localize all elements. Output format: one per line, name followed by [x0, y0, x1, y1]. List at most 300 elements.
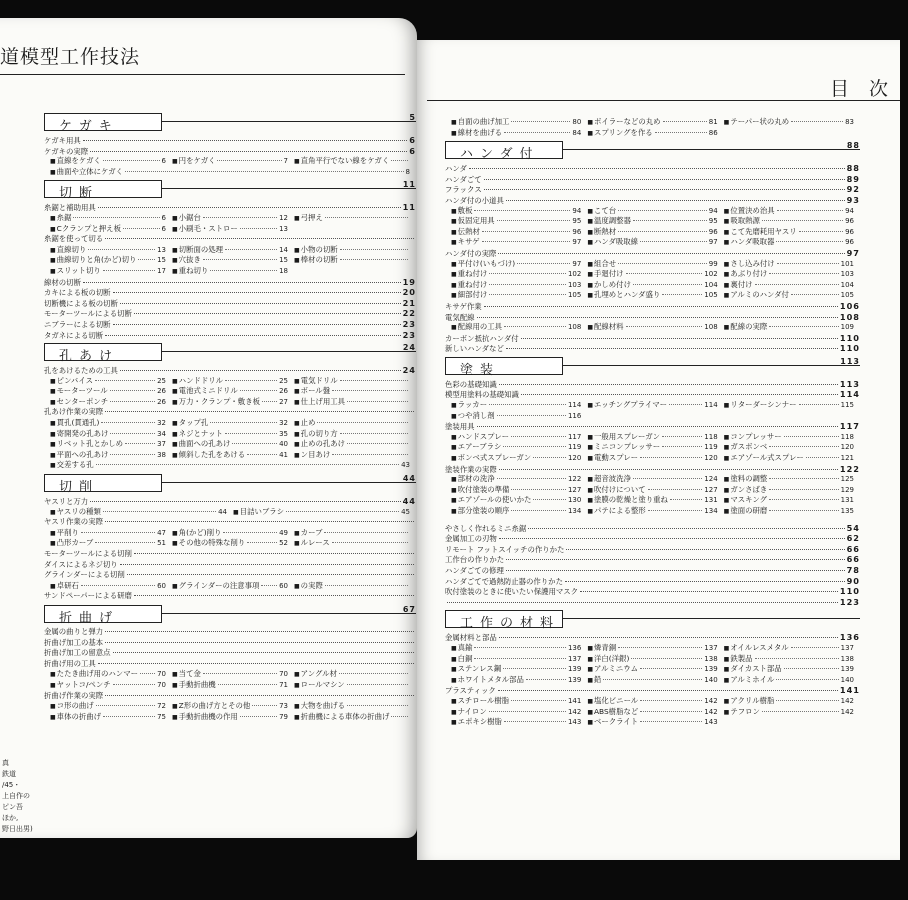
section-title: 切削 [59, 480, 100, 496]
toc-subentry-title: 一般用スプレーガン [594, 431, 661, 441]
section-title: ハンダ付 [460, 147, 540, 163]
toc-subentry [724, 227, 860, 238]
toc-subentry-row [44, 460, 416, 471]
bullet-icon: ■ [50, 377, 56, 385]
toc-subentry-row [445, 506, 860, 517]
toc-subentry-page: 75 [157, 712, 166, 721]
bullet-icon: ■ [723, 239, 730, 247]
dot-leader [347, 443, 408, 444]
bullet-icon: ■ [172, 398, 178, 406]
toc-subentry-page: 32 [157, 419, 166, 428]
dot-leader [503, 668, 566, 669]
dot-leader [203, 259, 277, 260]
toc-entry-title: ハンダごての修理 [445, 565, 504, 575]
toc-entry-page: 62 [846, 533, 860, 544]
toc-subentry-title: ホワイトメタル部品 [457, 674, 524, 684]
dot-leader [447, 602, 838, 603]
header-rule [0, 74, 405, 75]
toc-subentry [50, 376, 172, 387]
toc-entry-title: 金属加工の刃物 [445, 534, 497, 544]
toc-subentry [587, 654, 723, 665]
toc-subentry-page: 124 [704, 475, 718, 484]
bullet-icon: ■ [587, 260, 593, 268]
bullet-icon: ■ [172, 671, 178, 679]
dot-leader [533, 499, 566, 500]
dot-leader [225, 433, 277, 434]
bullet-icon: ■ [172, 529, 178, 537]
bullet-icon: ■ [294, 158, 300, 166]
toc-subentry [50, 538, 172, 549]
toc-subentry-title: 超音波洗浄 [594, 474, 631, 484]
toc-subentry-title: ボール盤 [300, 386, 331, 396]
bullet-icon: ■ [451, 239, 457, 247]
toc-subentry-title: 止めの孔あけ [300, 439, 346, 449]
dot-leader [113, 684, 155, 685]
dot-leader [769, 326, 838, 327]
toc-entry-title: 電気配線 [445, 312, 475, 322]
bullet-icon: ■ [723, 402, 730, 410]
toc-subentry-title: あぶり付け [730, 269, 768, 279]
bullet-icon: ■ [294, 388, 300, 396]
toc-subentry-title: 手動折曲機 [178, 679, 216, 689]
dot-leader [347, 401, 408, 402]
toc-subentry-title: ラッカー [457, 400, 488, 410]
bullet-icon: ■ [451, 228, 457, 236]
toc-entry-title: 模型用塗料の基礎知識 [445, 390, 519, 400]
toc-subentry-title: ガスボンベ [730, 442, 768, 452]
toc-subentry-title: 傾斜した孔をあける [178, 449, 246, 459]
toc-subentry-title: 止め [300, 418, 316, 428]
toc-subentry-title: 曲面への孔あけ [178, 439, 231, 449]
toc-subentry-title: ボイラーなどの丸め [594, 117, 661, 126]
toc-subentry-page: 35 [279, 429, 288, 438]
dot-leader [247, 542, 277, 543]
toc-subentry-page: 134 [704, 507, 718, 515]
bullet-icon: ■ [50, 430, 56, 438]
bullet-icon: ■ [294, 451, 300, 459]
toc-subentry-title: 直角平行でない線をケガく [300, 156, 390, 166]
toc-subentry [172, 156, 294, 167]
toc-subentry [50, 156, 172, 167]
toc-subentry-page: 142 [704, 696, 718, 705]
toc-subentry-row [44, 701, 416, 712]
toc-subentry-title: 部分塗装の順序 [457, 506, 510, 515]
dot-leader [127, 574, 414, 575]
bullet-icon: ■ [587, 644, 593, 652]
bullet-icon: ■ [294, 540, 300, 548]
toc-subentry [451, 411, 587, 422]
toc-subentry-title: 塗面の研磨 [730, 506, 768, 515]
dot-leader [669, 404, 702, 405]
dot-leader [105, 642, 414, 643]
toc-subentry [587, 206, 723, 217]
toc-subentry-row [445, 117, 860, 128]
dot-leader [332, 390, 408, 391]
toc-subentry-page: 102 [567, 270, 582, 279]
bullet-icon: ■ [587, 218, 593, 226]
toc-subentry-row [445, 453, 860, 464]
dot-leader [474, 658, 565, 659]
toc-subentry [451, 227, 587, 238]
bullet-icon: ■ [50, 713, 56, 721]
toc-subentry-title: リベット孔とかしめ [56, 439, 124, 449]
dot-leader [799, 404, 839, 405]
toc-subentry [294, 266, 416, 277]
dot-leader [618, 231, 707, 232]
section-header [44, 180, 416, 202]
toc-subentry-title: 真鍮 [457, 642, 473, 652]
toc-entry-page: 97 [846, 247, 860, 258]
dot-leader [769, 499, 839, 500]
toc-subentry-title: 寄開発の孔あけ [56, 428, 109, 438]
toc-entry-page: 123 [839, 596, 860, 607]
toc-subentry-page: 105 [840, 291, 854, 300]
toc-entry [445, 597, 860, 608]
toc-subentry-title: その他の特殊な削り [178, 538, 246, 548]
toc-subentry [50, 418, 172, 429]
dot-leader [203, 673, 277, 674]
toc-entry-title: ハンダ [445, 164, 467, 174]
toc-subentry [451, 290, 587, 301]
toc-subentry-row [44, 439, 416, 450]
toc-entry [445, 523, 860, 534]
bullet-icon: ■ [50, 582, 56, 590]
toc-subentry-page: 97 [708, 238, 718, 247]
toc-subentry-page: 131 [704, 496, 718, 505]
toc-subentry-page: 105 [567, 291, 582, 300]
dot-leader [286, 511, 399, 512]
dot-leader [103, 270, 155, 271]
toc-subentry [50, 507, 233, 518]
toc-subentry-title: スプリングを作る [594, 127, 653, 137]
dot-leader [140, 673, 155, 674]
toc-entry-title: 線材の切断 [44, 277, 81, 287]
toc-subentry [294, 255, 416, 266]
toc-subentry [451, 117, 587, 128]
bullet-icon: ■ [50, 168, 56, 176]
toc-subentry [724, 485, 860, 496]
dot-leader [105, 631, 414, 632]
bullet-icon: ■ [451, 218, 457, 226]
toc-entry [44, 308, 416, 319]
toc-subentry-title: 貫孔(貫通孔) [56, 418, 100, 428]
bullet-icon: ■ [50, 540, 56, 548]
toc-subentry [724, 643, 860, 654]
toc-subentry [451, 269, 587, 280]
toc-subentry [724, 216, 860, 227]
toc-subentry-page: 103 [567, 280, 582, 289]
section-page: 113 [840, 356, 860, 366]
toc-subentry [724, 664, 860, 675]
toc-subentry [587, 322, 723, 333]
toc-subentry [50, 266, 172, 277]
dot-leader [134, 553, 414, 554]
toc-subentry-page: 119 [567, 443, 582, 452]
toc-entry-page: 110 [839, 332, 860, 343]
dot-leader [755, 284, 839, 285]
dot-leader [339, 673, 408, 674]
toc-subentry [724, 707, 860, 718]
toc-subentry-row [44, 397, 416, 408]
toc-subentry [294, 429, 416, 440]
toc-entry-page: 122 [839, 463, 860, 474]
toc-subentry-page: 97 [572, 238, 582, 247]
toc-subentry [451, 442, 587, 453]
toc-entry [445, 576, 860, 587]
dot-leader [477, 426, 838, 427]
bullet-icon: ■ [50, 703, 56, 711]
toc-subentry-title: Cクランプと押え板 [56, 223, 121, 233]
bullet-icon: ■ [451, 719, 457, 727]
toc-subentry-title: スチロール樹脂 [457, 695, 510, 705]
toc-entry-title: 塗装用具 [445, 422, 475, 432]
toc-entry-page: 54 [846, 522, 860, 533]
toc-subentry-page: 120 [840, 443, 854, 452]
toc-entry-title: ヤスリと万力 [44, 497, 89, 507]
toc-subentry [724, 206, 860, 217]
bullet-icon: ■ [50, 267, 56, 275]
section-header [44, 604, 416, 626]
toc-subentry-page: 71 [279, 680, 288, 689]
toc-entry [44, 287, 416, 298]
toc-subentry-title: こて台 [594, 205, 617, 215]
toc-subentry-title: グラインダーの注意事項 [178, 580, 260, 590]
toc-subentry-page: 95 [572, 217, 582, 226]
toc-entry-page: 93 [846, 194, 860, 205]
toc-subentry [451, 696, 587, 707]
toc-subentry [587, 269, 723, 280]
toc-subentry-page: 18 [279, 266, 288, 275]
toc-subentry-title: 平付け(いもづけ) [457, 258, 516, 268]
dot-leader [640, 721, 702, 722]
dot-leader [113, 652, 414, 653]
toc-entry [445, 333, 860, 344]
toc-entry [445, 464, 860, 475]
toc-subentry-title: アクリル樹脂 [730, 695, 775, 705]
dot-leader [120, 303, 401, 304]
bullet-icon: ■ [723, 292, 730, 300]
toc-subentry-title: リターダーシンナー [730, 400, 797, 410]
dot-leader [504, 721, 566, 722]
toc-subentry [587, 506, 723, 517]
toc-subentry [294, 224, 416, 235]
bullet-icon: ■ [587, 228, 593, 236]
bullet-icon: ■ [587, 676, 593, 684]
toc-subentry-row [445, 707, 860, 718]
toc-entry [44, 407, 416, 418]
dot-leader [506, 200, 845, 201]
toc-subentry [451, 400, 587, 411]
toc-subentry-title: 小刷毛・ストロー [178, 223, 238, 233]
dot-leader [81, 585, 155, 586]
toc-subentry-page: 140 [840, 675, 854, 684]
header-rule [427, 100, 900, 101]
toc-entry-title: やさしく作れるミニ糸鋸 [445, 523, 527, 533]
toc-subentry-page: 15 [279, 256, 288, 265]
toc-entry [44, 496, 416, 507]
dot-leader [776, 700, 838, 701]
dot-leader [791, 647, 839, 648]
dot-leader [88, 249, 155, 250]
toc-subentry-page: 142 [704, 707, 718, 716]
toc-subentry-page: 97 [572, 259, 582, 268]
toc-subentry [451, 495, 587, 506]
bullet-icon: ■ [50, 257, 56, 265]
toc-subentry-title: ヤットコ/ペンチ [56, 679, 111, 689]
dot-leader [503, 446, 566, 447]
toc-entry [445, 389, 860, 400]
toc-subentry-title: 折曲機による車体の折曲げ [300, 711, 390, 721]
toc-subentry-row [445, 227, 860, 238]
toc-subentry-title: エアーブラシ [457, 442, 502, 452]
dot-leader [123, 228, 160, 229]
bullet-icon: ■ [50, 388, 56, 396]
toc-entry-title: 折曲げ作業の実際 [44, 690, 104, 700]
dot-leader [105, 411, 414, 412]
toc-subentry [294, 450, 416, 461]
toc-entry-title: 工作台の作りかた [445, 555, 505, 565]
toc-entry [44, 691, 416, 702]
toc-subentry-title: 角(かど)削り [178, 527, 222, 537]
dot-leader [769, 510, 838, 511]
section-title-box [445, 610, 563, 632]
toc-subentry [724, 269, 860, 280]
toc-entry-title: ニブラーによる切断 [44, 319, 111, 329]
toc-subentry [172, 255, 294, 266]
toc-subentry-page: 143 [704, 718, 718, 727]
toc-subentry-title: 小物の切断 [300, 244, 338, 254]
dot-leader [504, 132, 570, 133]
toc-subentry [587, 237, 723, 248]
dot-leader [631, 658, 702, 659]
toc-subentry [50, 213, 172, 224]
toc-entry-title: タガネによる切断 [44, 330, 104, 340]
toc-entry [445, 312, 860, 323]
toc-entry-page: 66 [846, 554, 860, 565]
toc-subentry-title: 自面の曲げ加工 [457, 117, 510, 126]
toc-subentry-title: 裏付け [730, 279, 753, 289]
dot-leader [217, 160, 281, 161]
toc-subentry-title: 吹付けについて [594, 484, 646, 494]
bullet-icon: ■ [172, 430, 178, 438]
toc-subentry-title: 塗料の調整 [730, 474, 768, 484]
toc-subentry-page: 34 [157, 429, 166, 438]
toc-subentry-page: 95 [708, 217, 718, 226]
toc-subentry-page: 80 [572, 118, 582, 126]
toc-subentry-title: たたき曲げ用のハンマー [56, 669, 138, 679]
bullet-icon: ■ [587, 708, 593, 716]
toc-subentry-page: 51 [157, 539, 166, 548]
dot-leader [482, 231, 571, 232]
toc-subentry [587, 432, 723, 443]
section-title-box [44, 605, 162, 626]
bullet-icon: ■ [172, 388, 178, 396]
toc-subentry-title: 円をケガく [178, 156, 216, 166]
toc-subentry-title: ボンベ式スプレーガン [457, 453, 532, 463]
bullet-icon: ■ [723, 666, 730, 674]
toc-subentry-title: 洋白(洋銀) [594, 653, 630, 663]
bullet-icon: ■ [723, 260, 730, 268]
toc-entry-page: 114 [839, 389, 860, 400]
toc-subentry-page: 13 [279, 224, 288, 233]
toc-subentry-title: 位置決め治具 [730, 205, 775, 215]
toc-entry-page: 23 [402, 329, 416, 340]
dot-leader [484, 179, 845, 180]
dot-leader [640, 711, 702, 712]
dot-leader [806, 457, 839, 458]
toc-subentry [587, 117, 723, 128]
toc-subentry-title: 白銅 [457, 653, 473, 663]
dot-leader [663, 121, 707, 122]
dot-leader [506, 348, 838, 349]
toc-subentry-page: 32 [279, 419, 288, 428]
toc-subentry-row [445, 128, 860, 139]
toc-subentry-title: 敷板 [457, 205, 473, 215]
toc-subentry-row [44, 418, 416, 429]
toc-subentry-page: 37 [157, 440, 166, 449]
toc-subentry-title: 卓研石 [56, 580, 79, 590]
toc-subentry-page: 12 [279, 213, 288, 222]
toc-subentry-title: 車体の折曲げ [56, 711, 102, 721]
section-header [445, 141, 860, 163]
bullet-icon: ■ [587, 292, 593, 300]
toc-subentry [294, 701, 416, 712]
section-rule [563, 618, 860, 619]
bullet-icon: ■ [587, 402, 593, 410]
toc-entry-title: キサゲ作業 [445, 301, 482, 311]
toc-subentry-page: 114 [567, 401, 582, 410]
bullet-icon: ■ [172, 582, 178, 590]
bullet-icon: ■ [723, 281, 730, 289]
bullet-icon: ■ [723, 644, 730, 652]
section-header [445, 356, 860, 378]
bullet-icon: ■ [723, 708, 730, 716]
toc-subentry-page: 70 [279, 670, 288, 679]
bullet-icon: ■ [723, 228, 730, 236]
dot-leader [511, 436, 566, 437]
bullet-icon: ■ [451, 476, 457, 484]
bullet-icon: ■ [587, 324, 593, 332]
toc-subentry-title: 糸鋸 [56, 212, 72, 222]
dot-leader [526, 679, 566, 680]
dot-leader [618, 647, 702, 648]
toc-subentry [50, 669, 172, 680]
toc-subentry [587, 485, 723, 496]
dot-leader [73, 217, 159, 218]
toc-entry-page: 88 [846, 163, 860, 174]
toc-entry-title: 切断機による板の切断 [44, 298, 118, 308]
dot-leader [134, 313, 401, 314]
toc-entry-title: 孔あけ作業の実際 [44, 407, 104, 417]
dot-leader [497, 415, 566, 416]
toc-subentry-page: 119 [704, 443, 718, 452]
right-toc-column [445, 117, 860, 728]
toc-subentry-title: 伝熱材 [457, 226, 480, 236]
toc-subentry-title: モーターツール [56, 386, 108, 396]
toc-subentry-row [44, 538, 416, 549]
bullet-icon: ■ [50, 246, 56, 254]
toc-entry [445, 632, 860, 643]
toc-subentry [451, 474, 587, 485]
toc-subentry [724, 128, 860, 139]
dot-leader [105, 521, 414, 522]
toc-subentry [294, 418, 416, 429]
dot-leader [489, 273, 566, 274]
bullet-icon: ■ [723, 119, 730, 126]
toc-entry [445, 379, 860, 390]
toc-subentry-title: ABS樹脂など [594, 706, 639, 716]
bullet-icon: ■ [723, 486, 730, 494]
